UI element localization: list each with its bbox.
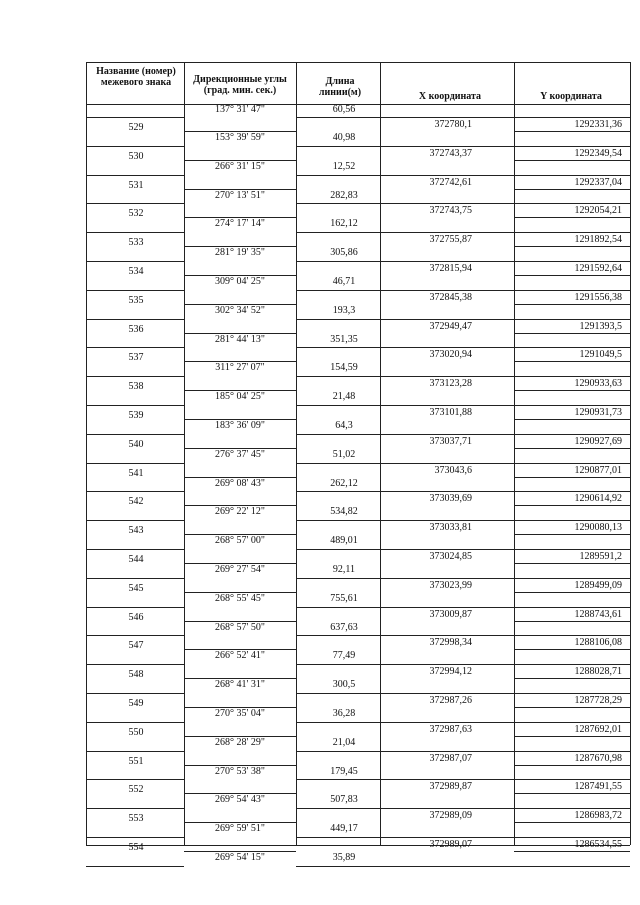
grid-hline bbox=[86, 635, 184, 636]
table-row-y: 1287728,29 bbox=[574, 695, 622, 706]
grid-hline bbox=[514, 131, 630, 132]
table-row-name: 541 bbox=[128, 467, 144, 479]
table-row-name: 546 bbox=[128, 611, 144, 623]
grid-hline bbox=[380, 491, 630, 492]
table-row-angle: 268° 57' 00" bbox=[215, 535, 265, 547]
grid-hline bbox=[296, 722, 380, 723]
table-row-length: 534,82 bbox=[330, 506, 358, 518]
table-row-y: 1291592,64 bbox=[574, 263, 622, 274]
table-row-x: 372845,38 bbox=[429, 291, 472, 303]
table-row-name: 542 bbox=[128, 496, 144, 508]
first-segment-angle: 137° 31' 47" bbox=[215, 104, 265, 115]
grid-hline bbox=[296, 463, 380, 464]
table-row-name: 551 bbox=[128, 755, 144, 767]
table-row-x: 372743,37 bbox=[429, 147, 472, 159]
table-row-length: 755,61 bbox=[330, 592, 358, 604]
table-row-y: 1286534,55 bbox=[574, 839, 622, 850]
table-row-length: 35,89 bbox=[332, 852, 356, 863]
table-row-name: 537 bbox=[128, 352, 144, 364]
grid-hline bbox=[86, 146, 184, 147]
table-row-y: 1291892,54 bbox=[574, 234, 622, 246]
table-row-angle: 268° 57' 50" bbox=[215, 621, 265, 633]
grid-hline bbox=[514, 477, 630, 478]
grid-hline bbox=[380, 117, 630, 118]
table-row-x: 372989,87 bbox=[429, 781, 472, 793]
table-row-x: 373020,94 bbox=[429, 349, 472, 361]
grid-hline bbox=[296, 146, 380, 147]
table-row-y: 1290933,63 bbox=[574, 378, 622, 390]
table-row-angle: 269° 27' 54" bbox=[215, 564, 265, 575]
grid-hline bbox=[86, 203, 184, 204]
grid-vline bbox=[630, 62, 631, 845]
table-row-y: 1291556,38 bbox=[574, 291, 622, 303]
grid-hline bbox=[296, 376, 380, 377]
table-row-name: 549 bbox=[128, 698, 144, 709]
grid-hline bbox=[86, 290, 184, 291]
table-row-angle: 311° 27' 07" bbox=[215, 362, 265, 374]
grid-hline bbox=[296, 866, 380, 867]
table-row-x: 372755,87 bbox=[429, 234, 472, 246]
grid-hline bbox=[380, 779, 630, 780]
grid-hline bbox=[380, 232, 630, 233]
table-row-angle: 281° 44' 13" bbox=[215, 333, 265, 345]
table-row-length: 351,35 bbox=[330, 333, 358, 345]
table-row-y: 1290931,73 bbox=[574, 407, 622, 418]
grid-hline bbox=[380, 837, 630, 838]
table-row-length: 154,59 bbox=[330, 362, 358, 374]
grid-hline bbox=[380, 520, 630, 521]
table-row-x: 373039,69 bbox=[429, 493, 472, 505]
table-row-length: 193,3 bbox=[332, 304, 356, 316]
table-row-x: 372994,12 bbox=[429, 666, 472, 678]
table-row-x: 373009,87 bbox=[429, 608, 472, 620]
grid-hline bbox=[86, 405, 184, 406]
table-row-x: 373023,99 bbox=[429, 579, 472, 591]
table-row-angle: 185° 04' 25" bbox=[215, 391, 265, 403]
table-row-length: 64,3 bbox=[335, 420, 353, 431]
table-row-angle: 302° 34' 52" bbox=[215, 304, 265, 316]
grid-hline bbox=[380, 405, 630, 406]
table-row-y: 1290614,92 bbox=[574, 493, 622, 505]
table-row-y: 1287670,98 bbox=[574, 752, 622, 764]
grid-hline bbox=[380, 808, 630, 809]
grid-hline bbox=[296, 347, 380, 348]
table-row-x: 373101,88 bbox=[429, 407, 472, 418]
table-row-name: 529 bbox=[128, 122, 144, 133]
table-row-name: 538 bbox=[128, 381, 144, 393]
grid-hline bbox=[514, 707, 630, 708]
grid-hline bbox=[514, 621, 630, 622]
grid-hline bbox=[86, 664, 184, 665]
grid-hline bbox=[86, 261, 184, 262]
table-row-name: 534 bbox=[128, 266, 144, 277]
grid-hline bbox=[296, 405, 380, 406]
grid-hline bbox=[296, 232, 380, 233]
table-row-length: 46,71 bbox=[332, 276, 356, 287]
table-row-length: 36,28 bbox=[332, 708, 356, 719]
table-row-x: 372989,09 bbox=[429, 810, 472, 822]
grid-hline bbox=[296, 779, 380, 780]
table-row-x: 372998,34 bbox=[429, 637, 472, 649]
table-row-angle: 269° 22' 12" bbox=[215, 506, 265, 518]
table-row-name: 554 bbox=[128, 842, 144, 853]
table-row-y: 1292337,04 bbox=[574, 176, 622, 188]
grid-hline bbox=[86, 549, 184, 550]
table-row-y: 1288743,61 bbox=[574, 608, 622, 620]
header-y: Y координата bbox=[540, 91, 602, 102]
table-row-y: 1290927,69 bbox=[574, 435, 622, 447]
grid-hline bbox=[296, 693, 380, 694]
grid-hline bbox=[86, 434, 184, 435]
table-row-name: 536 bbox=[128, 323, 144, 335]
grid-hline bbox=[380, 203, 630, 204]
table-row-x: 373024,85 bbox=[429, 551, 472, 562]
grid-hline bbox=[86, 463, 184, 464]
grid-hline bbox=[296, 520, 380, 521]
grid-hline bbox=[296, 491, 380, 492]
grid-hline bbox=[86, 866, 184, 867]
table-row-length: 262,12 bbox=[330, 477, 358, 489]
table-row-y: 1291049,5 bbox=[579, 349, 622, 361]
table-row-angle: 281° 19' 35" bbox=[215, 247, 265, 259]
grid-hline bbox=[86, 117, 184, 118]
table-row-x: 372815,94 bbox=[429, 263, 472, 274]
grid-hline bbox=[380, 664, 630, 665]
table-row-length: 637,63 bbox=[330, 621, 358, 633]
table-row-x: 372743,75 bbox=[429, 205, 472, 217]
table-row-name: 533 bbox=[128, 237, 144, 249]
table-row-y: 1289591,2 bbox=[579, 551, 622, 562]
grid-hline bbox=[296, 434, 380, 435]
table-row-length: 305,86 bbox=[330, 247, 358, 259]
grid-hline bbox=[86, 491, 184, 492]
table-row-angle: 309° 04' 25" bbox=[215, 276, 265, 287]
table-row-x: 373037,71 bbox=[429, 435, 472, 447]
table-row-length: 179,45 bbox=[330, 765, 358, 777]
header-angle: Дирекционные углы (град. мин. сек.) bbox=[193, 74, 287, 96]
table-row-x: 372780,1 bbox=[434, 119, 472, 130]
table-row-y: 1292349,54 bbox=[574, 147, 622, 159]
header-name: Название (номер) межевого знака bbox=[96, 66, 176, 88]
header-length: Длина линии(м) bbox=[318, 76, 362, 98]
table-row-angle: 270° 13' 51" bbox=[215, 189, 265, 201]
table-row-y: 1292331,36 bbox=[574, 119, 622, 130]
grid-hline bbox=[514, 189, 630, 190]
grid-vline bbox=[514, 62, 515, 845]
table-row-y: 1287692,01 bbox=[574, 723, 622, 735]
table-row-angle: 266° 52' 41" bbox=[215, 650, 265, 662]
grid-hline bbox=[380, 376, 630, 377]
grid-hline bbox=[514, 419, 630, 420]
table-row-angle: 266° 31' 15" bbox=[215, 160, 265, 172]
table-row-y: 1286983,72 bbox=[574, 810, 622, 822]
table-row-y: 1291393,5 bbox=[579, 320, 622, 332]
table-row-length: 40,98 bbox=[332, 132, 356, 143]
table-row-y: 1288028,71 bbox=[574, 666, 622, 678]
table-row-x: 373123,28 bbox=[429, 378, 472, 390]
grid-hline bbox=[380, 347, 630, 348]
table-row-length: 162,12 bbox=[330, 218, 358, 230]
grid-hline bbox=[86, 808, 184, 809]
grid-hline bbox=[296, 261, 380, 262]
first-segment-length: 60,56 bbox=[332, 104, 356, 115]
grid-hline bbox=[296, 117, 380, 118]
grid-hline bbox=[514, 592, 630, 593]
table-row-angle: 269° 54' 15" bbox=[215, 852, 265, 863]
grid-hline bbox=[380, 261, 630, 262]
table-row-x: 373043,6 bbox=[434, 464, 472, 476]
table-row-length: 12,52 bbox=[332, 160, 356, 172]
grid-hline bbox=[86, 751, 184, 752]
table-row-x: 372949,47 bbox=[429, 320, 472, 332]
grid-hline bbox=[296, 607, 380, 608]
table-row-length: 21,48 bbox=[332, 391, 356, 403]
grid-hline bbox=[380, 549, 630, 550]
table-row-x: 372989,07 bbox=[429, 839, 472, 850]
grid-hline bbox=[380, 866, 630, 867]
grid-hline bbox=[296, 175, 380, 176]
table-row-name: 547 bbox=[128, 640, 144, 652]
grid-hline bbox=[86, 722, 184, 723]
table-row-length: 92,11 bbox=[332, 564, 356, 575]
grid-hline bbox=[86, 347, 184, 348]
grid-hline bbox=[380, 635, 630, 636]
grid-hline bbox=[86, 607, 184, 608]
grid-hline bbox=[296, 549, 380, 550]
grid-hline bbox=[86, 232, 184, 233]
grid-hline bbox=[86, 520, 184, 521]
table-row-name: 532 bbox=[128, 208, 144, 220]
table-row-angle: 269° 54' 43" bbox=[215, 794, 265, 806]
grid-hline bbox=[296, 635, 380, 636]
table-row-x: 372987,63 bbox=[429, 723, 472, 735]
grid-vline bbox=[380, 62, 381, 845]
grid-hline bbox=[86, 578, 184, 579]
grid-hline bbox=[296, 837, 380, 838]
header-x: X координата bbox=[418, 91, 482, 102]
grid-hline bbox=[514, 736, 630, 737]
grid-hline bbox=[514, 448, 630, 449]
table-row-name: 543 bbox=[128, 525, 144, 537]
table-row-y: 1292054,21 bbox=[574, 205, 622, 217]
table-row-x: 372987,07 bbox=[429, 752, 472, 764]
table-row-length: 282,83 bbox=[330, 189, 358, 201]
grid-hline bbox=[86, 319, 184, 320]
grid-hline bbox=[86, 837, 184, 838]
table-row-angle: 274° 17' 14" bbox=[215, 218, 265, 230]
table-row-x: 372987,26 bbox=[429, 695, 472, 706]
table-row-name: 544 bbox=[128, 554, 144, 565]
grid-hline bbox=[296, 290, 380, 291]
grid-hline bbox=[296, 319, 380, 320]
table-row-y: 1290877,01 bbox=[574, 464, 622, 476]
table-row-length: 77,49 bbox=[332, 650, 356, 662]
table-row-angle: 270° 53' 38" bbox=[215, 765, 265, 777]
grid-hline bbox=[86, 62, 630, 63]
table-row-x: 373033,81 bbox=[429, 522, 472, 534]
table-row-name: 540 bbox=[128, 438, 144, 450]
table-row-length: 507,83 bbox=[330, 794, 358, 806]
table-row-name: 545 bbox=[128, 582, 144, 594]
table-row-length: 51,02 bbox=[332, 448, 356, 460]
table-row-name: 553 bbox=[128, 813, 144, 825]
table-row-angle: 269° 08' 43" bbox=[215, 477, 265, 489]
grid-hline bbox=[380, 693, 630, 694]
grid-hline bbox=[296, 664, 380, 665]
table-row-name: 552 bbox=[128, 784, 144, 796]
table-row-length: 449,17 bbox=[330, 823, 358, 835]
table-row-name: 539 bbox=[128, 410, 144, 421]
grid-hline bbox=[296, 578, 380, 579]
table-row-name: 548 bbox=[128, 669, 144, 681]
grid-hline bbox=[514, 160, 630, 161]
grid-hline bbox=[514, 851, 630, 852]
table-row-angle: 268° 28' 29" bbox=[215, 736, 265, 748]
grid-hline bbox=[86, 376, 184, 377]
grid-vline bbox=[296, 62, 297, 845]
grid-hline bbox=[514, 563, 630, 564]
grid-hline bbox=[514, 765, 630, 766]
grid-hline bbox=[296, 203, 380, 204]
table-row-angle: 268° 55' 45" bbox=[215, 592, 265, 604]
table-row-angle: 276° 37' 45" bbox=[215, 448, 265, 460]
table-row-length: 489,01 bbox=[330, 535, 358, 547]
table-row-length: 21,04 bbox=[332, 736, 356, 748]
grid-hline bbox=[86, 175, 184, 176]
table-row-y: 1290080,13 bbox=[574, 522, 622, 534]
table-row-angle: 269° 59' 51" bbox=[215, 823, 265, 835]
table-row-name: 535 bbox=[128, 294, 144, 306]
grid-hline bbox=[514, 333, 630, 334]
grid-hline bbox=[514, 275, 630, 276]
grid-hline bbox=[296, 751, 380, 752]
grid-hline bbox=[296, 808, 380, 809]
table-row-name: 531 bbox=[128, 179, 144, 191]
table-row-y: 1287491,55 bbox=[574, 781, 622, 793]
table-row-x: 372742,61 bbox=[429, 176, 472, 188]
table-row-angle: 153° 39' 59" bbox=[215, 132, 265, 143]
table-row-angle: 183° 36' 09" bbox=[215, 420, 265, 431]
table-row-name: 530 bbox=[128, 150, 144, 162]
table-row-y: 1288106,08 bbox=[574, 637, 622, 649]
table-row-angle: 268° 41' 31" bbox=[215, 679, 265, 691]
table-row-y: 1289499,09 bbox=[574, 579, 622, 591]
grid-vline bbox=[86, 62, 87, 845]
grid-hline bbox=[86, 693, 184, 694]
table-row-name: 550 bbox=[128, 726, 144, 738]
grid-hline bbox=[514, 304, 630, 305]
table-row-length: 300,5 bbox=[332, 679, 356, 691]
grid-hline bbox=[86, 779, 184, 780]
table-row-angle: 270° 35' 04" bbox=[215, 708, 265, 719]
